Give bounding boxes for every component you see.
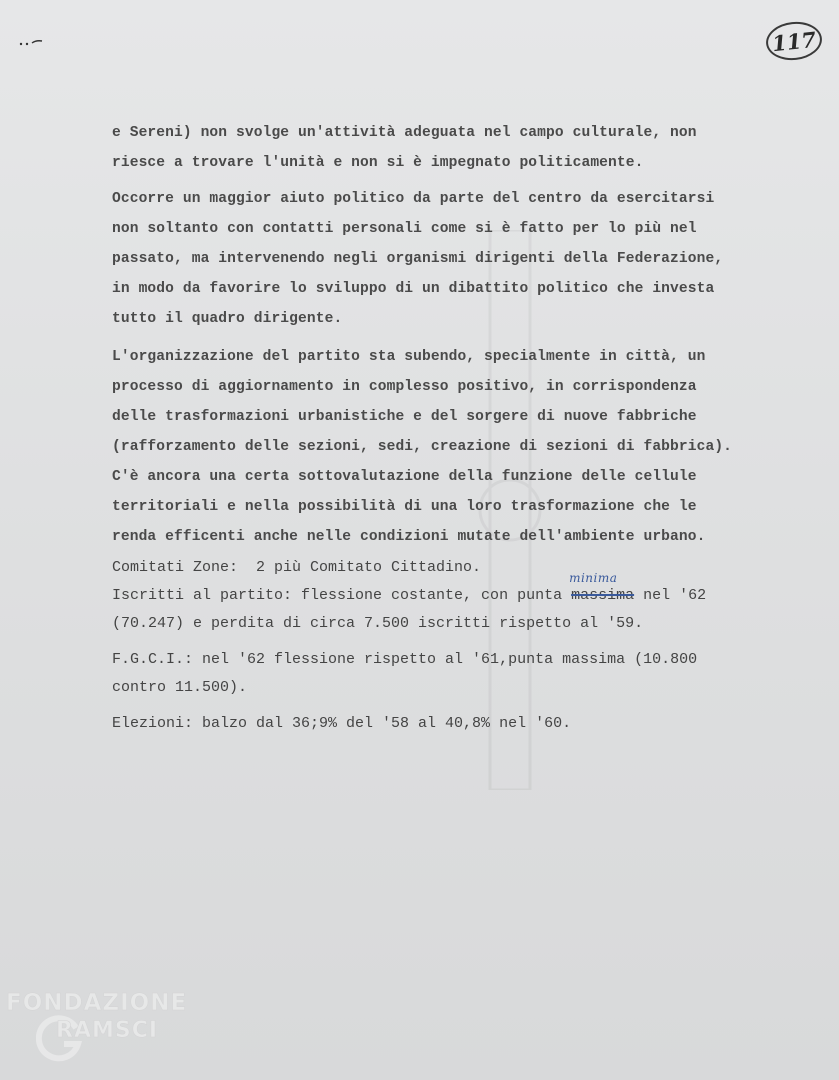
text-line: in modo da favorire lo sviluppo di un dibattito politico che investa bbox=[112, 281, 715, 297]
elezioni-block bbox=[112, 710, 812, 738]
ink-mark-icon bbox=[18, 38, 44, 46]
fondazione-gramsci-logo bbox=[6, 990, 211, 1074]
text-line: delle trasformazioni urbanistiche e del sorgere di nuove fabbriche bbox=[112, 409, 697, 425]
page-number-stamp bbox=[764, 19, 824, 63]
fgci-line: F.G.C.I.: nel '62 flessione rispetto al '61,punta massima (10.800 bbox=[112, 651, 698, 668]
stats-block bbox=[112, 554, 812, 638]
page-number: 117 bbox=[770, 26, 818, 56]
text-line: Occorre un maggior aiuto politico da parte del centro da esercitarsi bbox=[112, 191, 715, 207]
fgci-block bbox=[112, 646, 812, 702]
handwritten-correction: minima bbox=[569, 571, 618, 585]
iscritti-before: Iscritti al partito: flessione costante, con punta bbox=[112, 587, 572, 604]
text-line: riesce a trovare l'unità e non si è impegnato politicamente. bbox=[112, 155, 644, 171]
iscritti-line-2: (70.247) e perdita di circa 7.500 iscritti rispetto al '59. bbox=[112, 615, 644, 632]
text-line: processo di aggiornamento in complesso positivo, in corrispondenza bbox=[112, 379, 697, 395]
elezioni-line: Elezioni: balzo dal 36;9% del '58 al 40,8% nel '60. bbox=[112, 715, 572, 732]
typed-text-body bbox=[112, 118, 812, 746]
text-line: L'organizzazione del partito sta subendo, specialmente in città, un bbox=[112, 349, 706, 365]
text-line: territoriali e nella possibilità di una loro trasformazione che le bbox=[112, 499, 697, 515]
text-line: e Sereni) non svolge un'attività adeguata nel campo culturale, non bbox=[112, 125, 697, 141]
iscritti-after: nel '62 bbox=[634, 587, 707, 604]
paragraph-2 bbox=[112, 184, 812, 334]
text-line: non soltanto con contatti personali come si è fatto per lo più nel bbox=[112, 221, 697, 237]
text-line: (rafforzamento delle sezioni, sedi, creazione di sezioni di fabbrica). bbox=[112, 439, 733, 455]
logo-text-line2: RAMSCI bbox=[56, 1018, 159, 1043]
text-line: passato, ma intervenendo negli organismi dirigenti della Federazione, bbox=[112, 251, 724, 267]
comitati-line: Comitati Zone: 2 più Comitato Cittadino. bbox=[112, 559, 482, 576]
text-line: tutto il quadro dirigente. bbox=[112, 311, 343, 327]
paragraph-1 bbox=[112, 118, 812, 178]
struck-word: massima bbox=[571, 587, 635, 604]
corrected-word bbox=[569, 571, 635, 610]
fgci-line: contro 11.500). bbox=[112, 679, 248, 696]
text-line: renda efficenti anche nelle condizioni mutate dell'ambiente urbano. bbox=[112, 529, 706, 545]
paragraph-3 bbox=[112, 342, 812, 552]
logo-text-line1: FONDAZIONE bbox=[6, 990, 188, 1016]
iscritti-line bbox=[112, 571, 812, 610]
text-line: C'è ancora una certa sottovalutazione della funzione delle cellule bbox=[112, 469, 697, 485]
